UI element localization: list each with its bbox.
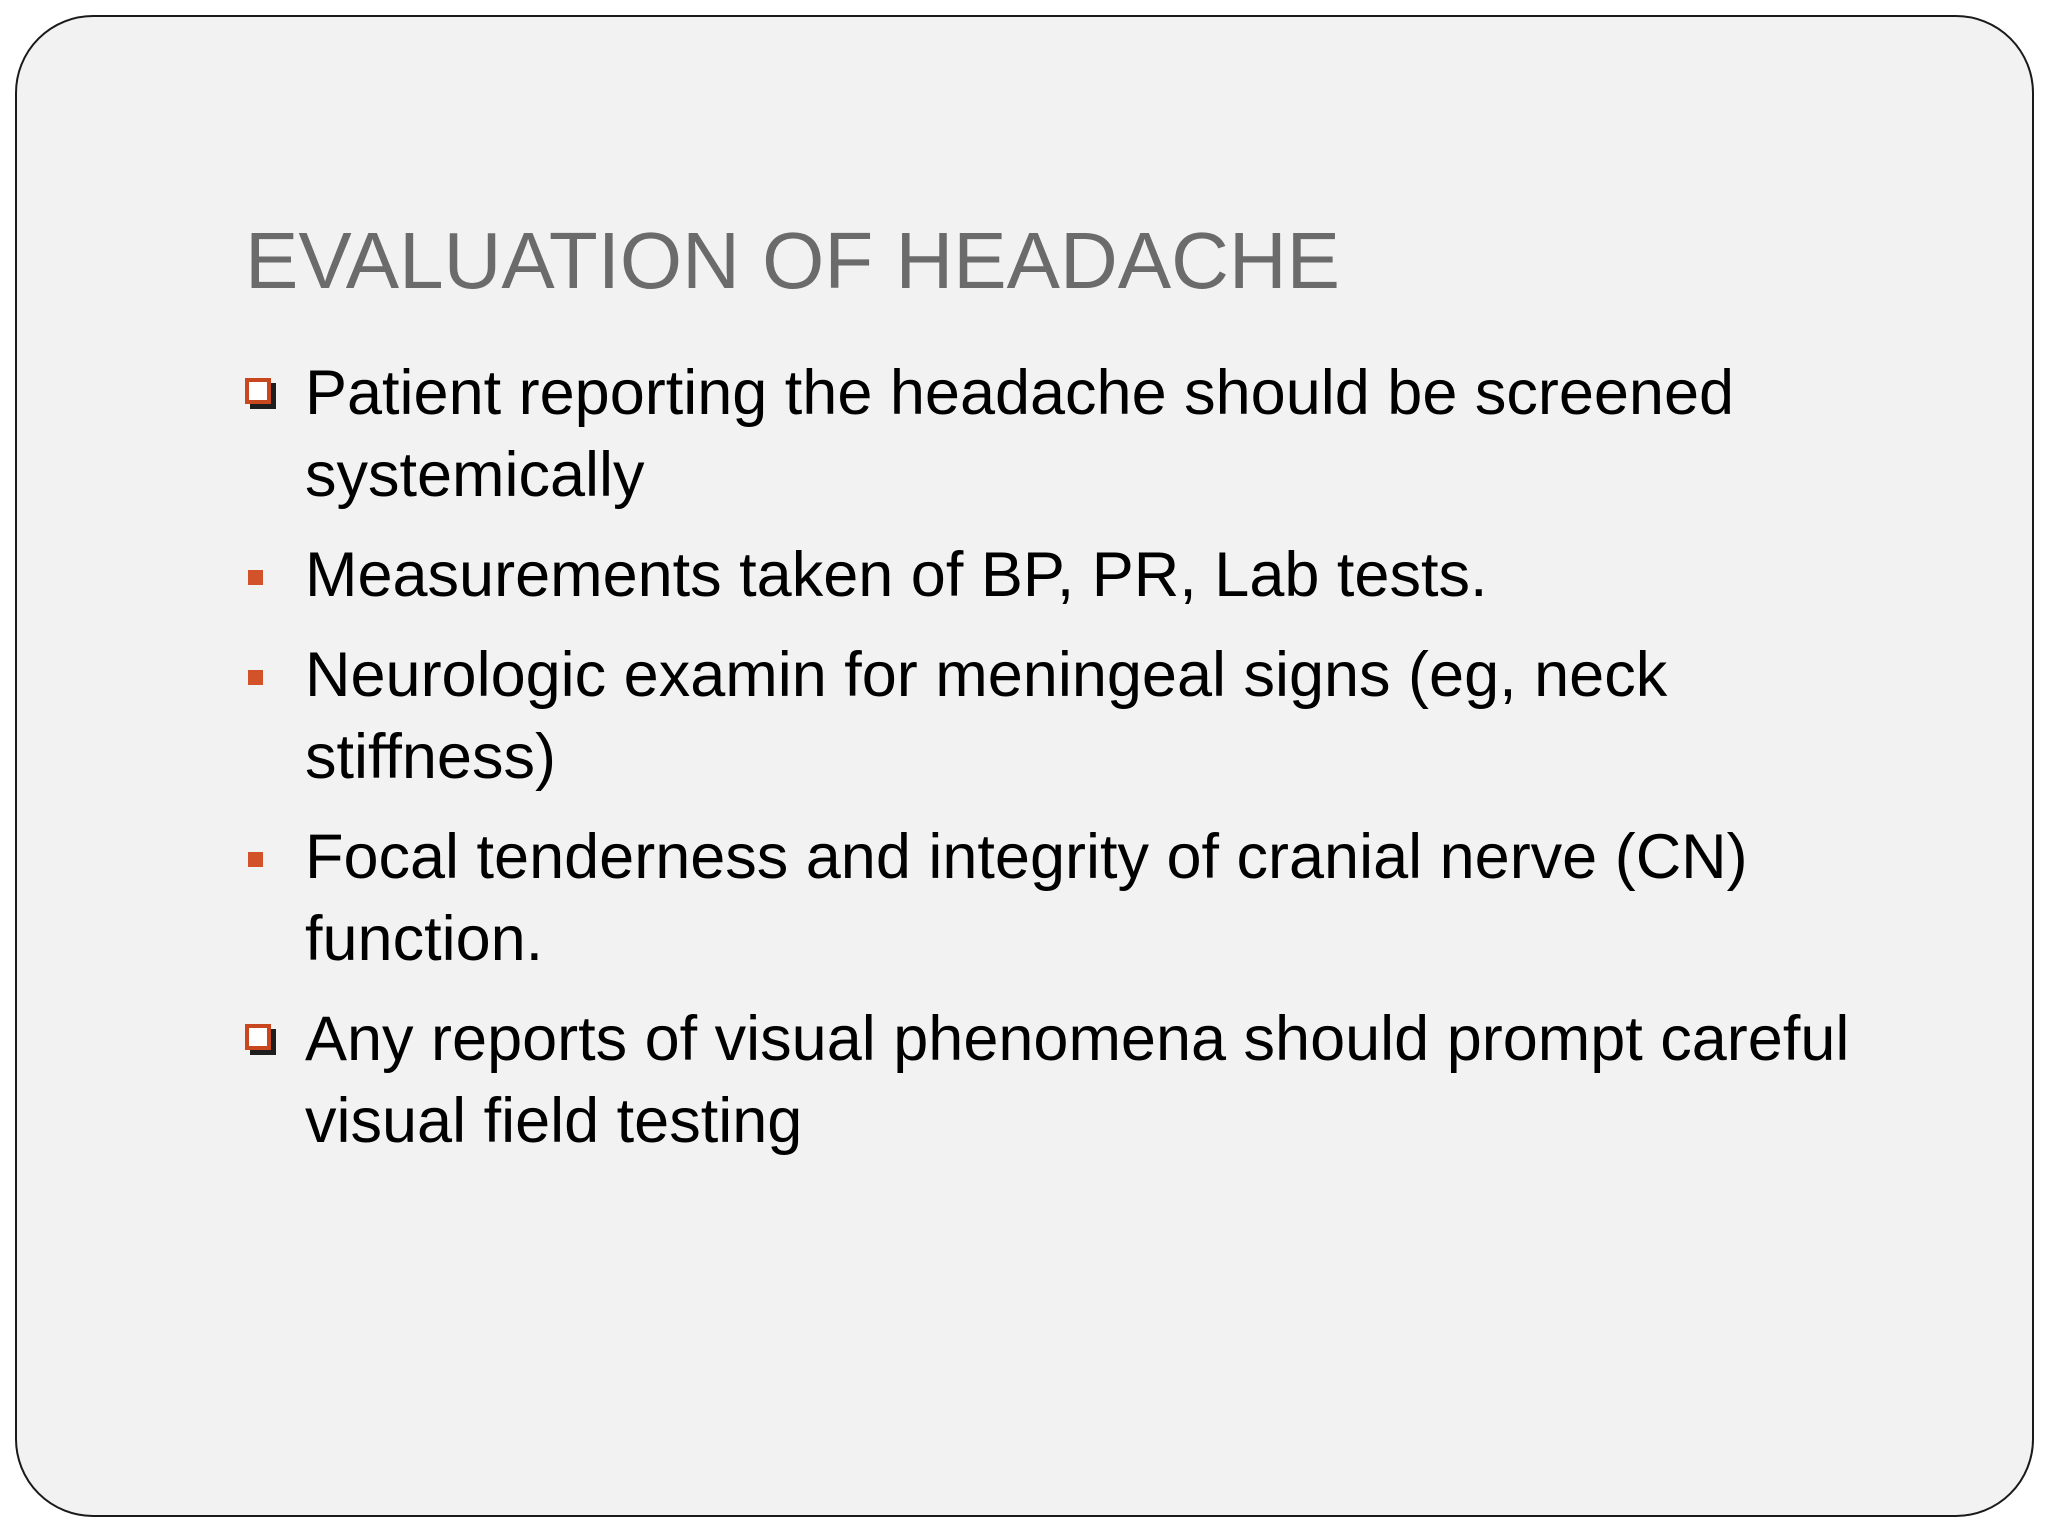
square-bullet-icon	[248, 570, 263, 585]
bullet-list	[245, 352, 1905, 1180]
bullet-text: Focal tenderness and integrity of cranial nerve (CN) function.	[305, 822, 1748, 974]
bullet-text: Measurements taken of BP, PR, Lab tests.	[305, 540, 1488, 610]
slide	[15, 15, 2034, 1517]
bullet-item	[245, 634, 1905, 798]
square-bullet-icon	[248, 670, 263, 685]
checkbox-icon	[245, 378, 271, 404]
checkbox-icon	[245, 1024, 271, 1050]
bullet-item	[245, 998, 1905, 1162]
bullet-item	[245, 352, 1905, 516]
bullet-item	[245, 534, 1905, 616]
slide-title: EVALUATION OF HEADACHE	[245, 216, 1340, 305]
bullet-item	[245, 816, 1905, 980]
bullet-text: Patient reporting the headache should be screened systemically	[305, 358, 1735, 510]
bullet-text: Any reports of visual phenomena should prompt careful visual field testing	[305, 1004, 1850, 1156]
bullet-text: Neurologic examin for meningeal signs (eg, neck stiffness)	[305, 640, 1668, 792]
square-bullet-icon	[248, 852, 263, 867]
